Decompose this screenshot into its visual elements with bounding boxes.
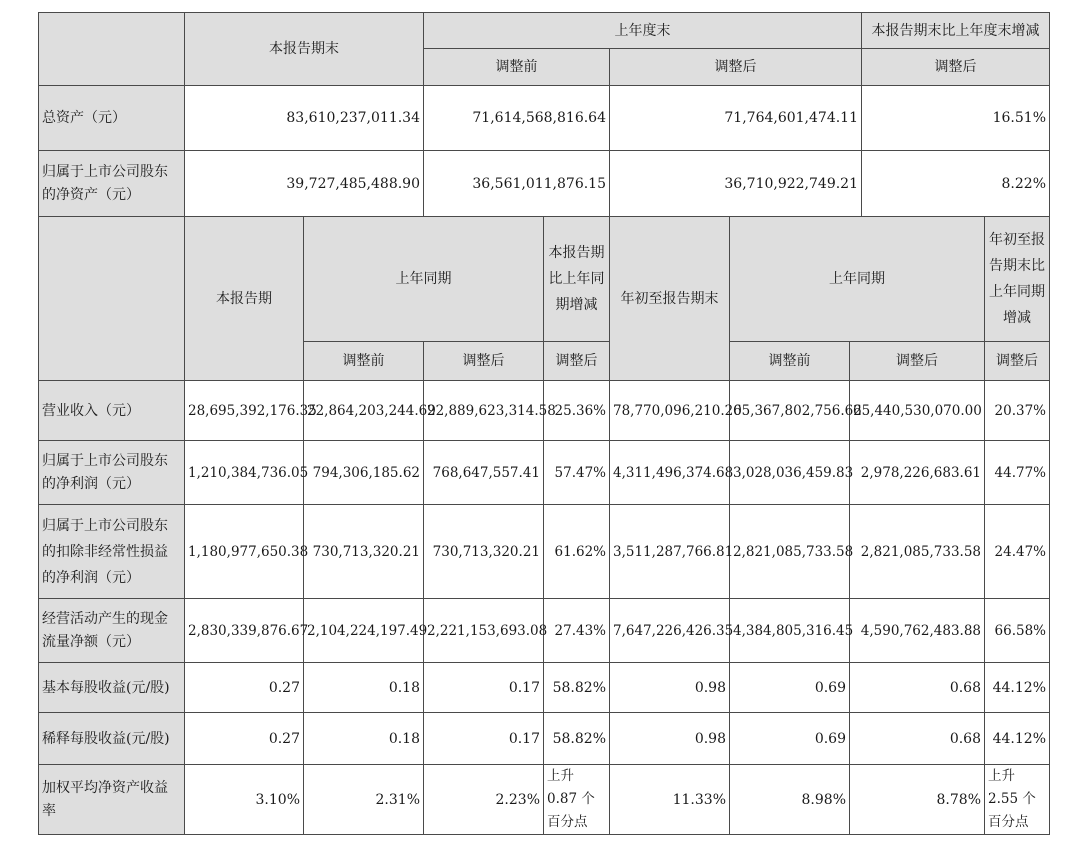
value-cell: 7,647,226,426.35 bbox=[610, 599, 730, 663]
table-row bbox=[39, 713, 1050, 765]
value-cell: 8.78% bbox=[850, 765, 985, 835]
value-cell: 0.98 bbox=[610, 713, 730, 765]
row-label: 归属于上市公司股东的净利润（元） bbox=[39, 441, 185, 505]
header-ytd: 年初至报告期末 bbox=[610, 217, 730, 381]
value-cell: 794,306,185.62 bbox=[304, 441, 424, 505]
value-cell: 4,311,496,374.68 bbox=[610, 441, 730, 505]
header-current-period: 本报告期 bbox=[185, 217, 304, 381]
value-cell: 24.47% bbox=[985, 505, 1050, 599]
table-row bbox=[39, 765, 1050, 835]
value-cell: 71,614,568,816.64 bbox=[424, 86, 610, 151]
value-cell: 0.17 bbox=[424, 713, 544, 765]
row-label: 稀释每股收益(元/股) bbox=[39, 713, 185, 765]
value-cell: 36,561,011,876.15 bbox=[424, 151, 610, 218]
header-before: 调整前 bbox=[304, 342, 424, 381]
value-cell: 11.33% bbox=[610, 765, 730, 835]
table-row bbox=[39, 381, 1050, 441]
table-row bbox=[39, 441, 1050, 505]
value-cell: 44.12% bbox=[985, 713, 1050, 765]
value-cell: 27.43% bbox=[544, 599, 610, 663]
value-cell: 16.51% bbox=[862, 86, 1050, 151]
table-row bbox=[39, 151, 1050, 218]
header-before-adjustment: 调整前 bbox=[424, 49, 610, 86]
value-cell: 28,695,392,176.35 bbox=[185, 381, 304, 441]
table-row bbox=[39, 505, 1050, 599]
value-cell: 36,710,922,749.21 bbox=[610, 151, 862, 218]
value-cell: 3,028,036,459.83 bbox=[730, 441, 850, 505]
value-cell: 2.23% bbox=[424, 765, 544, 835]
value-cell: 3.10% bbox=[185, 765, 304, 835]
value-cell: 730,713,320.21 bbox=[304, 505, 424, 599]
value-cell: 44.77% bbox=[985, 441, 1050, 505]
row-label: 归属于上市公司股东的净资产（元） bbox=[39, 151, 185, 218]
value-cell: 2,830,339,876.67 bbox=[185, 599, 304, 663]
header-blank-cell bbox=[39, 217, 185, 381]
table-row bbox=[39, 86, 1050, 151]
header-after-ytd: 调整后 bbox=[850, 342, 985, 381]
value-cell: 2,221,153,693.08 bbox=[424, 599, 544, 663]
value-cell: 2,821,085,733.58 bbox=[850, 505, 985, 599]
row-label: 加权平均净资产收益率 bbox=[39, 765, 185, 835]
value-cell: 20.37% bbox=[985, 381, 1050, 441]
value-cell: 0.18 bbox=[304, 713, 424, 765]
table-row bbox=[39, 663, 1050, 713]
value-cell: 1,210,384,736.05 bbox=[185, 441, 304, 505]
header-change-vs-last-year-end: 本报告期末比上年度末增减 bbox=[862, 13, 1050, 49]
header-same-period-last-year: 上年同期 bbox=[304, 217, 544, 342]
value-cell: 0.98 bbox=[610, 663, 730, 713]
value-cell: 44.12% bbox=[985, 663, 1050, 713]
income-statement-table bbox=[38, 216, 1050, 835]
row-label: 经营活动产生的现金流量净额（元） bbox=[39, 599, 185, 663]
value-cell: 0.69 bbox=[730, 713, 850, 765]
value-cell: 58.82% bbox=[544, 663, 610, 713]
header-after-adjustment-change: 调整后 bbox=[862, 49, 1050, 86]
value-cell: 25.36% bbox=[544, 381, 610, 441]
value-cell: 65,367,802,756.62 bbox=[730, 381, 850, 441]
table-row bbox=[39, 599, 1050, 663]
value-cell: 上升 2.55 个百分点 bbox=[985, 765, 1050, 835]
value-cell: 0.18 bbox=[304, 663, 424, 713]
value-cell: 0.69 bbox=[730, 663, 850, 713]
balance-sheet-table bbox=[38, 12, 1050, 218]
value-cell: 57.47% bbox=[544, 441, 610, 505]
header-after-adjustment: 调整后 bbox=[610, 49, 862, 86]
value-cell: 66.58% bbox=[985, 599, 1050, 663]
value-cell: 2,821,085,733.58 bbox=[730, 505, 850, 599]
header-before-ytd: 调整前 bbox=[730, 342, 850, 381]
header-current-period-end: 本报告期末 bbox=[185, 13, 424, 86]
value-cell: 8.98% bbox=[730, 765, 850, 835]
value-cell: 22,864,203,244.69 bbox=[304, 381, 424, 441]
value-cell: 39,727,485,488.90 bbox=[185, 151, 424, 218]
value-cell: 83,610,237,011.34 bbox=[185, 86, 424, 151]
value-cell: 0.68 bbox=[850, 663, 985, 713]
value-cell: 78,770,096,210.20 bbox=[610, 381, 730, 441]
value-cell: 65,440,530,070.00 bbox=[850, 381, 985, 441]
value-cell: 58.82% bbox=[544, 713, 610, 765]
row-label: 基本每股收益(元/股) bbox=[39, 663, 185, 713]
value-cell: 1,180,977,650.38 bbox=[185, 505, 304, 599]
value-cell: 71,764,601,474.11 bbox=[610, 86, 862, 151]
row-label: 归属于上市公司股东的扣除非经常性损益的净利润（元） bbox=[39, 505, 185, 599]
value-cell: 0.27 bbox=[185, 663, 304, 713]
header-change-current: 本报告期比上年同期增减 bbox=[544, 217, 610, 342]
value-cell: 8.22% bbox=[862, 151, 1050, 218]
value-cell: 0.68 bbox=[850, 713, 985, 765]
row-label: 总资产（元） bbox=[39, 86, 185, 151]
header-change-ytd: 年初至报告期末比上年同期增减 bbox=[985, 217, 1050, 342]
header-after-change: 调整后 bbox=[544, 342, 610, 381]
value-cell: 2,978,226,683.61 bbox=[850, 441, 985, 505]
value-cell: 2.31% bbox=[304, 765, 424, 835]
header-last-year-end: 上年度末 bbox=[424, 13, 862, 49]
value-cell: 22,889,623,314.58 bbox=[424, 381, 544, 441]
value-cell: 0.17 bbox=[424, 663, 544, 713]
row-label: 营业收入（元） bbox=[39, 381, 185, 441]
header-blank-cell bbox=[39, 13, 185, 86]
value-cell: 4,590,762,483.88 bbox=[850, 599, 985, 663]
value-cell: 768,647,557.41 bbox=[424, 441, 544, 505]
value-cell: 4,384,805,316.45 bbox=[730, 599, 850, 663]
value-cell: 0.27 bbox=[185, 713, 304, 765]
value-cell: 2,104,224,197.49 bbox=[304, 599, 424, 663]
value-cell: 上升 0.87 个百分点 bbox=[544, 765, 610, 835]
header-after-change-ytd: 调整后 bbox=[985, 342, 1050, 381]
value-cell: 730,713,320.21 bbox=[424, 505, 544, 599]
header-same-period-last-year-ytd: 上年同期 bbox=[730, 217, 985, 342]
value-cell: 61.62% bbox=[544, 505, 610, 599]
header-after: 调整后 bbox=[424, 342, 544, 381]
value-cell: 3,511,287,766.81 bbox=[610, 505, 730, 599]
